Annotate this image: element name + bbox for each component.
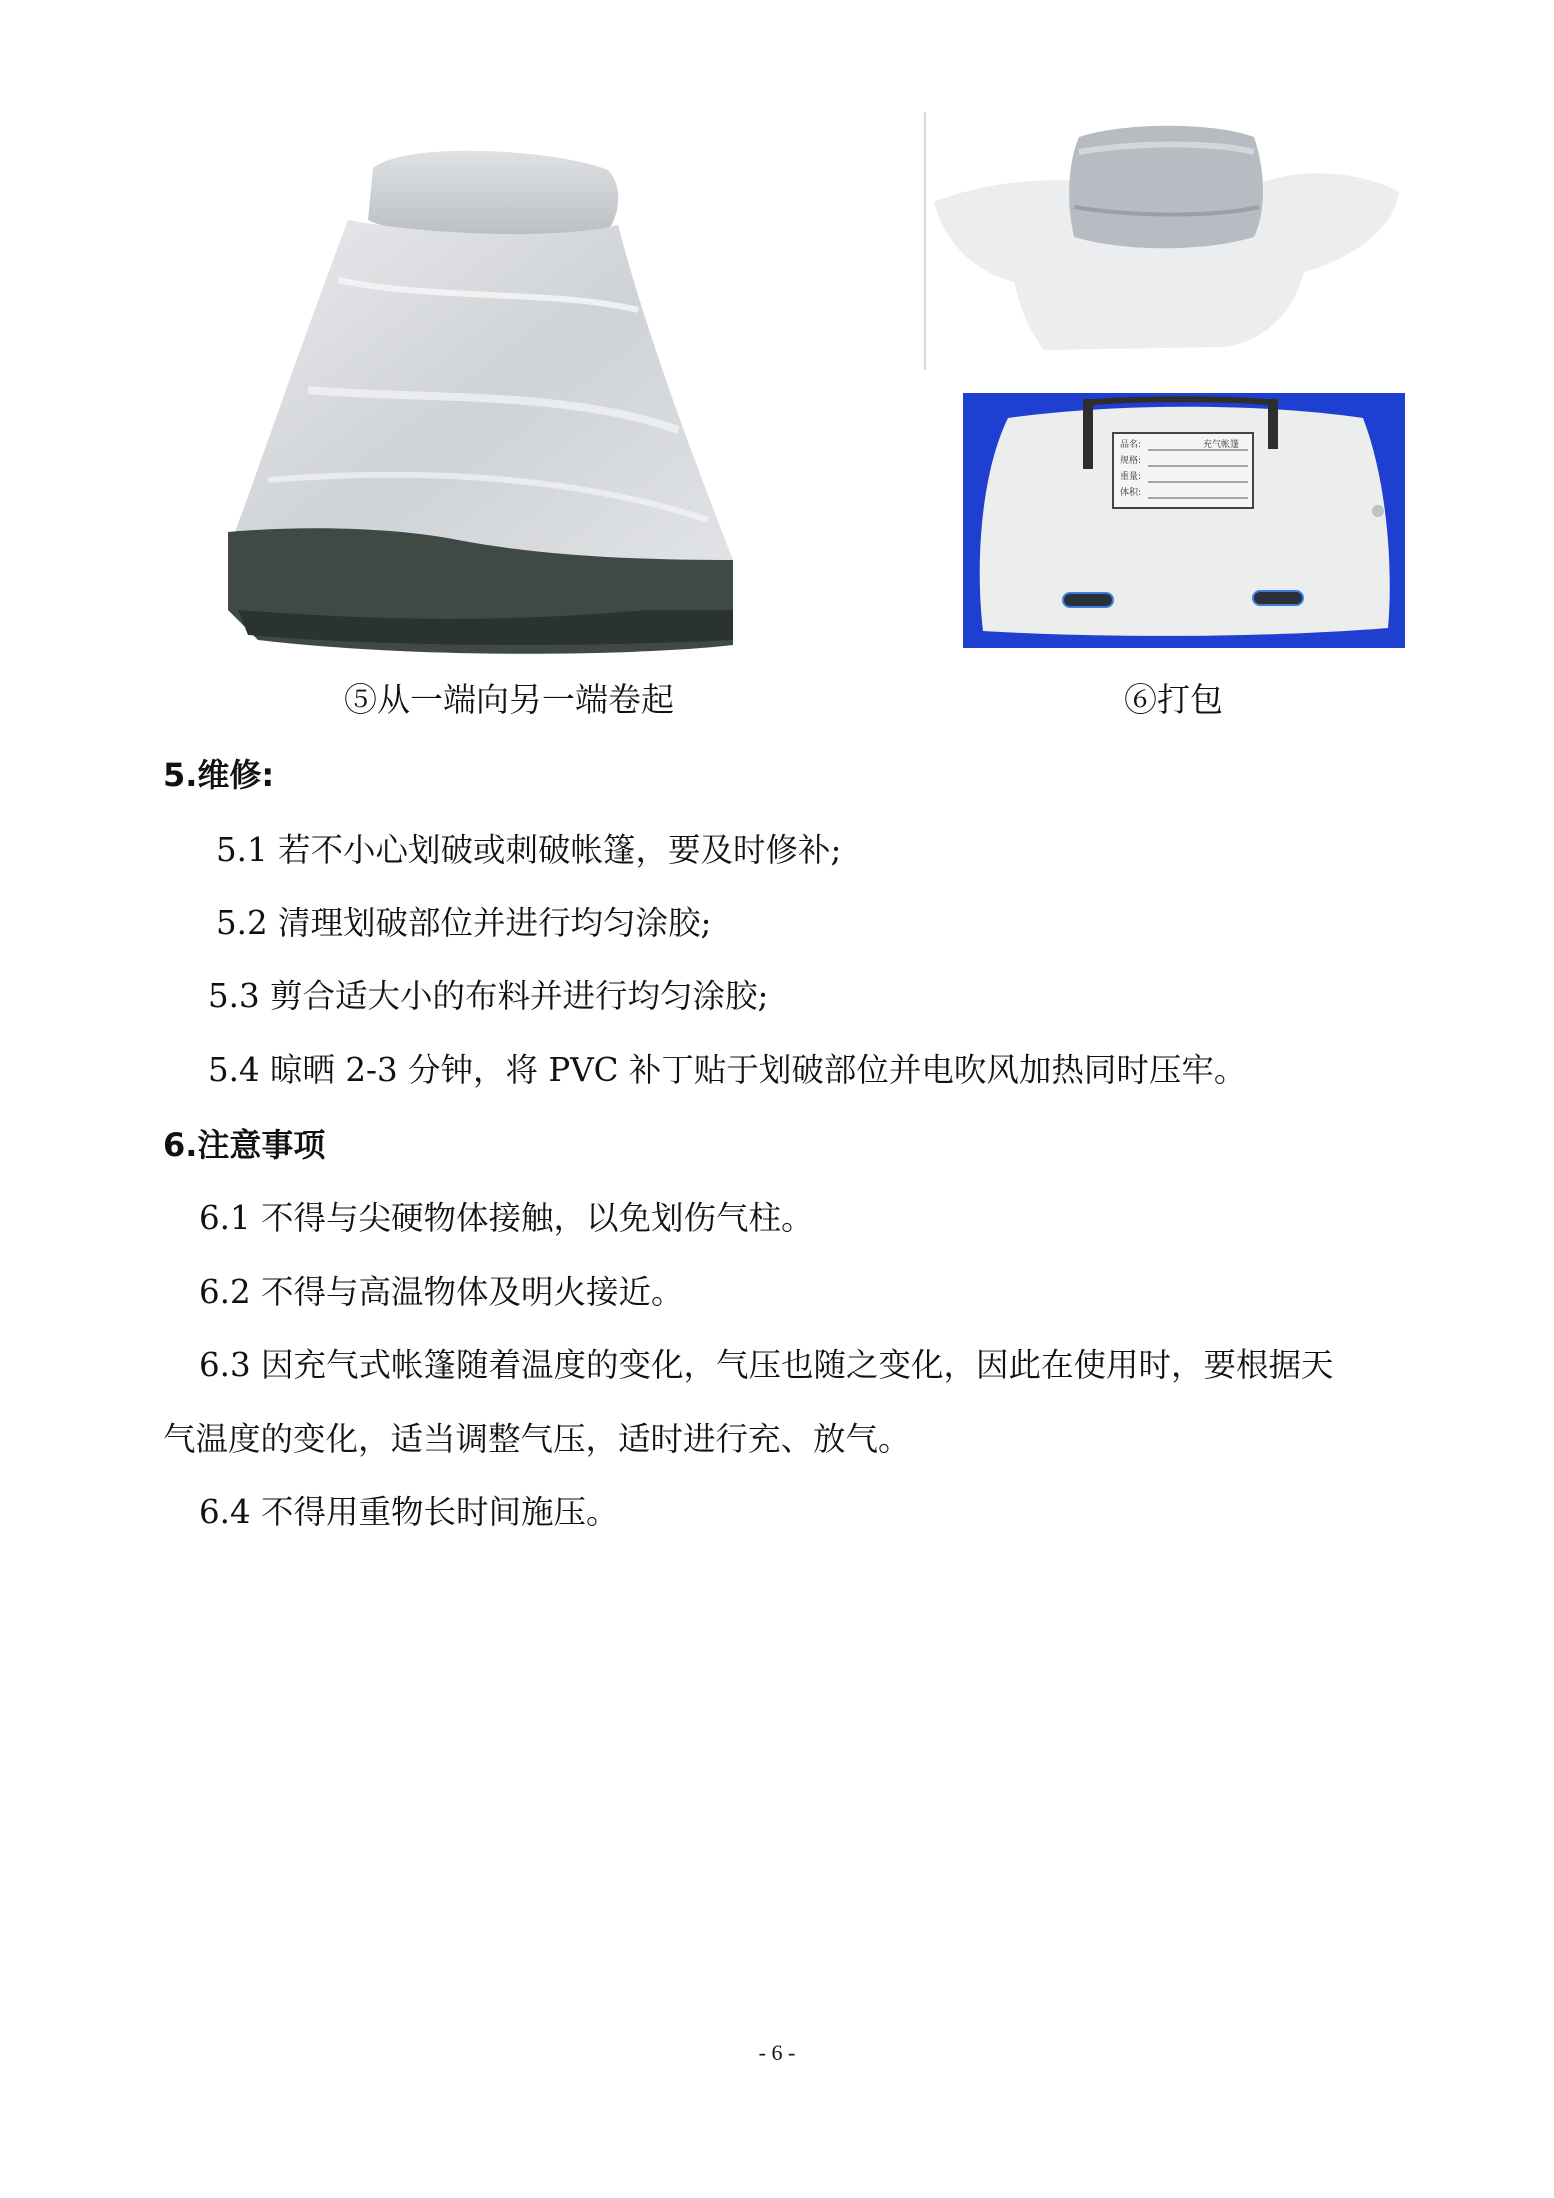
section-5-item-4: 5.4 晾晒 2-3 分钟，将 PVC 补丁贴于划破部位并电吹风加热同时压牢。 (208, 1051, 1247, 1089)
packing-roll-photo (924, 112, 1404, 370)
label-line-2: 规格: (1120, 456, 1142, 466)
section-5-heading: 5.维修: (163, 756, 275, 794)
figure-5-caption: ⑤从一端向另一端卷起 (344, 680, 674, 719)
section-5-item-3: 5.3 剪合适大小的布料并进行均匀涂胶; (208, 977, 769, 1015)
label-line-3: 重量: (1120, 472, 1142, 482)
label-title: 充气帐篷 (1203, 440, 1240, 450)
rolled-tent-photo (228, 140, 734, 670)
label-line-1: 品名: (1120, 440, 1142, 450)
section-6-heading: 6.注意事项 (163, 1126, 326, 1164)
section-6-item-3: 6.3 因充气式帐篷随着温度的变化，气压也随之变化，因此在使用时，要根据天 (199, 1346, 1334, 1384)
packed-bag-photo (963, 393, 1405, 648)
section-5-item-1: 5.1 若不小心划破或刺破帐篷，要及时修补; (216, 831, 842, 869)
section-6-item-1: 6.1 不得与尖硬物体接触，以免划伤气柱。 (199, 1199, 814, 1237)
section-6-item-2: 6.2 不得与高温物体及明火接近。 (199, 1273, 684, 1311)
section-6-item-3-continued: 气温度的变化，适当调整气压，适时进行充、放气。 (163, 1420, 911, 1458)
page-number: - 6 - (758, 2040, 796, 2065)
section-6-item-4: 6.4 不得用重物长时间施压。 (199, 1493, 619, 1531)
label-line-4: 体积: (1120, 488, 1142, 498)
figure-6-caption: ⑥打包 (1124, 680, 1223, 719)
section-5-item-2: 5.2 清理划破部位并进行均匀涂胶; (216, 904, 712, 942)
